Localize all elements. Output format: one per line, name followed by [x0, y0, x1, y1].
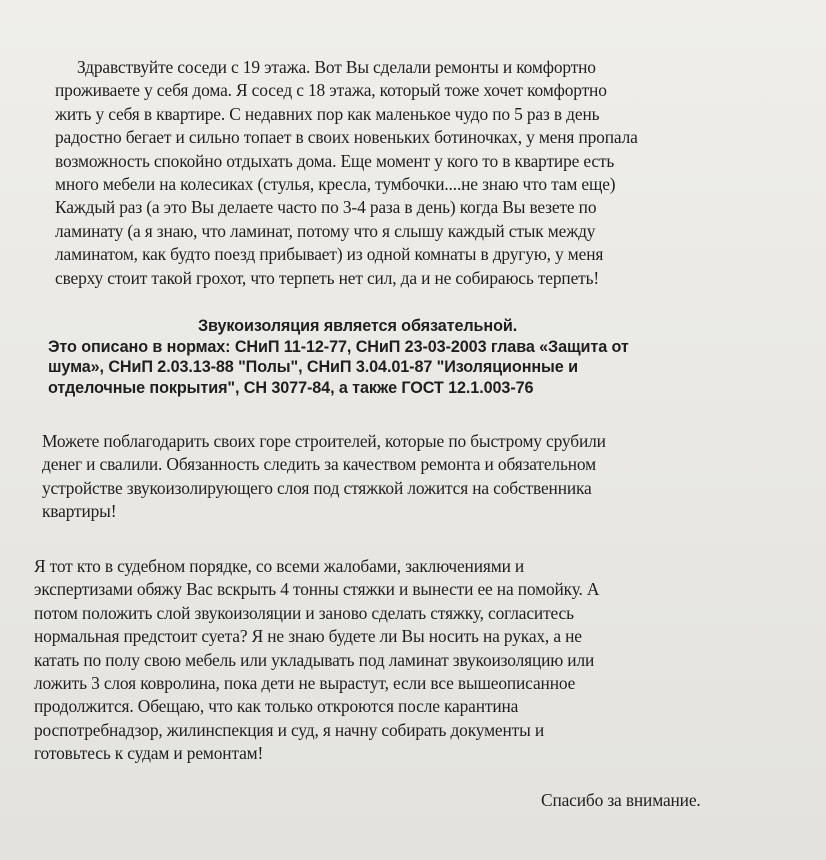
- norms-line: отделочные покрытия", СН 3077-84, а также ГОСТ 12.1.003-76: [48, 378, 534, 397]
- norms-line: Это описано в нормах: СНиП 11-12-77, СНиП 23-03-2003 глава «Защита от: [48, 337, 629, 356]
- text-line: устройстве звукоизолирующего слоя под стяжкой ложится на собственника: [42, 477, 592, 498]
- norms-heading-block: [48, 316, 629, 398]
- norms-line: шума», СНиП 2.03.13-88 "Полы", СНиП 3.04.01-87 "Изоляционные и: [48, 358, 578, 376]
- text-line: Можете поблагодарить своих горе строителей, которые по быстрому срубили: [42, 431, 606, 451]
- text-line: нормальная предстоит суета? Я не знаю будете ли Вы носить на руках, а не: [34, 626, 582, 647]
- text-line: Я тот кто в судебном порядке, со всеми жалобами, заключениями и: [34, 556, 525, 576]
- text-line: экспертизами обяжу Вас вскрыть 4 тонны стяжки и вынести ее на помойку. А: [34, 579, 600, 600]
- text-line: Здравствуйте соседи с 19 этажа. Вот Вы сделали ремонты и комфортно: [77, 57, 596, 77]
- text-line: жить у себя в квартире. С недавних пор как маленькое чудо по 5 раз в день: [55, 103, 600, 124]
- paragraph-builders: [42, 430, 606, 524]
- text-line: продолжится. Обещаю, что как только откроются после карантина: [34, 696, 519, 717]
- paragraph-complaint: [55, 56, 638, 290]
- norms-title: Звукоизоляция является обязательной.: [198, 317, 518, 335]
- signoff: [541, 789, 701, 812]
- text-line: сверху стоит такой грохот, что терпеть нет сил, да и не собираюсь терпеть!: [55, 267, 600, 288]
- text-line: проживаете у себя дома. Я сосед с 18 этажа, который тоже хочет комфортно: [55, 80, 607, 101]
- text-line: радостно бегает и сильно топает в своих новеньких ботиночках, у меня пропала: [55, 127, 638, 148]
- text-line: ламинату (а я знаю, что ламинат, потому что я слышу каждый стык между: [55, 220, 596, 241]
- text-line: роспотребнадзор, жилинспекция и суд, я начну собирать документы и: [34, 719, 544, 740]
- paragraph-threat: [34, 555, 599, 766]
- text-line: возможность спокойно отдыхать дома. Еще момент у кого то в квартире есть: [55, 150, 615, 171]
- text-line: Каждый раз (а это Вы делаете часто по 3-4 раза в день) когда Вы везете по: [55, 197, 597, 218]
- text-line: ламинатом, как будто поезд прибывает) из одной комнаты в другую, у меня: [55, 244, 604, 265]
- text-line: много мебели на колесиках (стулья, кресла, тумбочки....не знаю что там еще): [55, 174, 616, 195]
- text-line: квартиры!: [42, 501, 117, 522]
- text-line: денег и свалили. Обязанность следить за качеством ремонта и обязательном: [42, 454, 596, 475]
- text-line: катать по полу свою мебель или укладывать под ламинат звукоизоляцию или: [34, 649, 595, 670]
- text-line: ложить 3 слоя ковролина, пока дети не вырастут, если все вышеописанное: [34, 673, 576, 694]
- signoff-text: Спасибо за внимание.: [541, 790, 701, 810]
- text-line: готовьтесь к судам и ремонтам!: [34, 743, 264, 764]
- text-line: потом положить слой звукоизоляции и заново сделать стяжку, согласитесь: [34, 602, 574, 623]
